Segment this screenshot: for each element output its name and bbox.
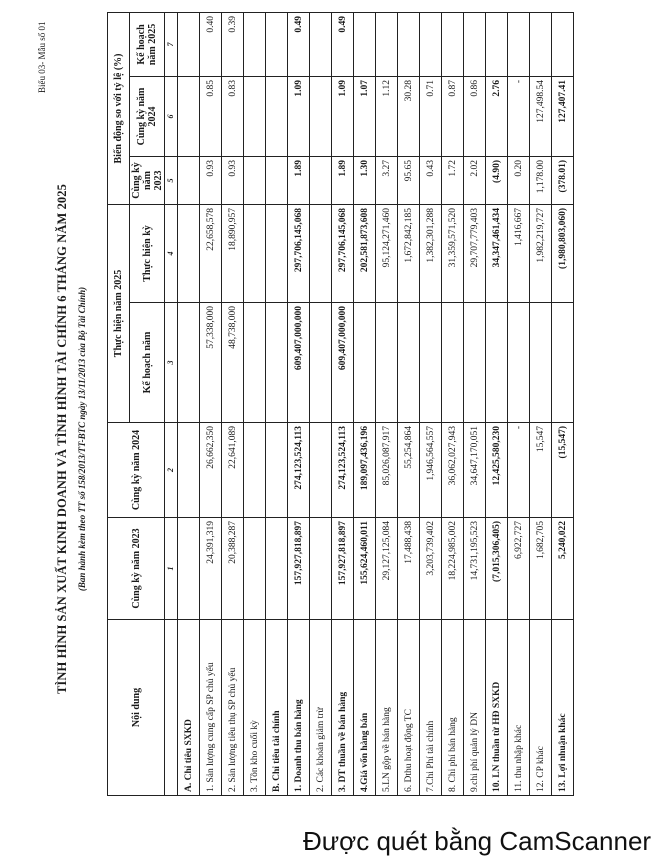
cell-col1: 5,240,022 [552, 518, 574, 620]
row-label: 3. DT thuần về bán hàng [332, 620, 354, 796]
cell-col3 [508, 303, 530, 423]
header-col4: Thực hiện kỳ [130, 205, 165, 303]
cell-col5: 0.43 [420, 157, 442, 205]
row-label: 13. Lợi nhuận khác [552, 620, 574, 796]
cell-col3 [464, 303, 486, 423]
cell-col6: - [508, 77, 530, 157]
cell-col1: (7,015,306,405) [486, 518, 508, 620]
cell-col3 [266, 303, 288, 423]
column-number-blank [165, 620, 178, 796]
cell-col2: 189,097,436,196 [354, 423, 376, 518]
cell-col7 [266, 13, 288, 77]
cell-col4: 1,672,842,185 [398, 205, 420, 303]
cell-col3: 609,407,000,000 [332, 303, 354, 423]
cell-col7 [244, 13, 266, 77]
cell-col3 [398, 303, 420, 423]
row-label: 6. Dthu hoạt động TC [398, 620, 420, 796]
cell-col2: 274,123,524,113 [288, 423, 310, 518]
cell-col6: 1.07 [354, 77, 376, 157]
table-row [420, 13, 442, 796]
financial-report-table [107, 12, 574, 796]
cell-col7 [178, 13, 200, 77]
row-label: 3. Tồn kho cuối kỳ [244, 620, 266, 796]
row-label: 2. Sản lượng tiêu thụ SP chủ yếu [222, 620, 244, 796]
cell-col7 [420, 13, 442, 77]
cell-col5 [266, 157, 288, 205]
cell-col1: 18,224,985,002 [442, 518, 464, 620]
cell-col7: 0.49 [288, 13, 310, 77]
cell-col3 [442, 303, 464, 423]
form-code: Biểu 03- Mẫu số 01 [37, 21, 47, 93]
header-col1: Cùng kỳ năm 2023 [108, 518, 165, 620]
table-row [508, 13, 530, 796]
cell-col2: 26,662,350 [200, 423, 222, 518]
cell-col6 [244, 77, 266, 157]
cell-col1: 20,388,287 [222, 518, 244, 620]
table-row [464, 13, 486, 796]
header-group-change: Biến động so với tỷ lệ (%) [108, 13, 130, 205]
cell-col5 [244, 157, 266, 205]
cell-col6: 2.76 [486, 77, 508, 157]
table-row [222, 13, 244, 796]
cell-col1: 6,922,727 [508, 518, 530, 620]
cell-col4: 297,706,145,068 [288, 205, 310, 303]
cell-col5: 1.72 [442, 157, 464, 205]
row-label: 7.Chi Phí tài chính [420, 620, 442, 796]
scanner-watermark: Được quét bằng CamScanner [303, 826, 651, 856]
table-row [552, 13, 574, 796]
row-label: 9.chi phí quản lý DN [464, 620, 486, 796]
cell-col5: (4.90) [486, 157, 508, 205]
header-group-actual: Thực hiện năm 2025 [108, 205, 130, 423]
cell-col2 [310, 423, 332, 518]
row-label: 12. CP khác [530, 620, 552, 796]
header-col2: Cùng kỳ năm 2024 [108, 423, 165, 518]
row-label: 10. LN thuần từ HĐ SXKD [486, 620, 508, 796]
cell-col5: 1.89 [288, 157, 310, 205]
cell-col3: 48,738,000 [222, 303, 244, 423]
cell-col1: 157,927,818,897 [288, 518, 310, 620]
cell-col4: 22,658,578 [200, 205, 222, 303]
cell-col2: 15,547 [530, 423, 552, 518]
cell-col6 [310, 77, 332, 157]
cell-col4: 297,706,145,068 [332, 205, 354, 303]
column-number: 6 [165, 77, 178, 157]
cell-col4: 34,347,461,434 [486, 205, 508, 303]
cell-col6: 0.83 [222, 77, 244, 157]
cell-col7 [442, 13, 464, 77]
table-row [288, 13, 310, 796]
cell-col5 [310, 157, 332, 205]
cell-col2: (15,547) [552, 423, 574, 518]
header-col6: Cùng kỳ năm 2024 [130, 77, 165, 157]
row-label: 1. Sản lượng cung cấp SP chủ yếu [200, 620, 222, 796]
table-row [244, 13, 266, 796]
header-col5: Cùng kỳ năm 2023 [130, 157, 165, 205]
cell-col1 [178, 518, 200, 620]
cell-col6 [266, 77, 288, 157]
cell-col2: 36,062,027,943 [442, 423, 464, 518]
cell-col1: 157,927,818,897 [332, 518, 354, 620]
row-label: 1. Doanh thu bán hàng [288, 620, 310, 796]
cell-col2: 12,425,580,230 [486, 423, 508, 518]
cell-col6: 1.09 [288, 77, 310, 157]
cell-col7: 0.39 [222, 13, 244, 77]
cell-col3 [486, 303, 508, 423]
header-col3: Kế hoạch năm [130, 303, 165, 423]
cell-col5: 0.20 [508, 157, 530, 205]
cell-col7 [354, 13, 376, 77]
cell-col4: 1,416,667 [508, 205, 530, 303]
cell-col5: 1.89 [332, 157, 354, 205]
cell-col1: 1,682,705 [530, 518, 552, 620]
cell-col6: 30.28 [398, 77, 420, 157]
cell-col4: 1,982,219,727 [530, 205, 552, 303]
row-label: 5.LN gộp về bán hàng [376, 620, 398, 796]
cell-col3: 609,407,000,000 [288, 303, 310, 423]
table-row [486, 13, 508, 796]
cell-col5: 1,178.00 [530, 157, 552, 205]
cell-col6: 0.71 [420, 77, 442, 157]
cell-col2 [178, 423, 200, 518]
cell-col7: 0.40 [200, 13, 222, 77]
table-row [266, 13, 288, 796]
cell-col2: - [508, 423, 530, 518]
cell-col1: 24,391,319 [200, 518, 222, 620]
table-row [200, 13, 222, 796]
cell-col1 [310, 518, 332, 620]
cell-col4: 95,124,271,460 [376, 205, 398, 303]
cell-col6: 127,407.41 [552, 77, 574, 157]
cell-col6: 127,498.54 [530, 77, 552, 157]
cell-col1 [266, 518, 288, 620]
row-label: 2. Các khoản giảm trừ [310, 620, 332, 796]
row-label: 4.Giá vốn hàng bán [354, 620, 376, 796]
column-number: 1 [165, 518, 178, 620]
table-row [376, 13, 398, 796]
table-row [310, 13, 332, 796]
cell-col5: 0.93 [222, 157, 244, 205]
cell-col7 [376, 13, 398, 77]
column-number: 7 [165, 13, 178, 77]
table-row [178, 13, 200, 796]
table-row [398, 13, 420, 796]
cell-col2: 1,946,564,557 [420, 423, 442, 518]
cell-col1: 3,203,739,402 [420, 518, 442, 620]
cell-col2: 274,123,524,113 [332, 423, 354, 518]
cell-col5: 3.27 [376, 157, 398, 205]
cell-col3 [354, 303, 376, 423]
row-label: A. Chỉ tiêu SXKD [178, 620, 200, 796]
cell-col7 [464, 13, 486, 77]
cell-col3 [376, 303, 398, 423]
table-row [354, 13, 376, 796]
header-content: Nội dung [108, 620, 165, 796]
table-row [530, 13, 552, 796]
cell-col5: 2.02 [464, 157, 486, 205]
cell-col2: 22,641,089 [222, 423, 244, 518]
cell-col4 [266, 205, 288, 303]
cell-col4 [310, 205, 332, 303]
document-subtitle: (Ban hành kèm theo TT số 158/2013/TT-BTC ngày 13/11/2013 của Bộ Tài Chính) [77, 286, 87, 592]
cell-col4: 1,382,301,288 [420, 205, 442, 303]
cell-col2: 85,026,087,917 [376, 423, 398, 518]
cell-col4: 202,581,873,608 [354, 205, 376, 303]
cell-col5 [178, 157, 200, 205]
cell-col1: 29,127,125,084 [376, 518, 398, 620]
row-label: 11. thu nhập khác [508, 620, 530, 796]
cell-col4: 29,707,779,403 [464, 205, 486, 303]
cell-col7 [398, 13, 420, 77]
cell-col4 [178, 205, 200, 303]
cell-col5: 1.30 [354, 157, 376, 205]
cell-col3: 57,338,000 [200, 303, 222, 423]
cell-col6: 0.86 [464, 77, 486, 157]
cell-col1: 14,731,195,523 [464, 518, 486, 620]
cell-col3 [420, 303, 442, 423]
cell-col7: 0.49 [332, 13, 354, 77]
cell-col6: 0.85 [200, 77, 222, 157]
table-row [442, 13, 464, 796]
cell-col6: 0.87 [442, 77, 464, 157]
cell-col3 [178, 303, 200, 423]
cell-col5: 0.93 [200, 157, 222, 205]
cell-col6: 1.09 [332, 77, 354, 157]
cell-col2: 34,647,170,051 [464, 423, 486, 518]
cell-col1: 17,488,438 [398, 518, 420, 620]
row-label: B. Chỉ tiêu tài chính [266, 620, 288, 796]
cell-col3 [310, 303, 332, 423]
cell-col4: 31,359,571,520 [442, 205, 464, 303]
cell-col7 [508, 13, 530, 77]
cell-col3 [530, 303, 552, 423]
column-number: 2 [165, 423, 178, 518]
cell-col2 [266, 423, 288, 518]
column-number: 4 [165, 205, 178, 303]
row-label: 8. Chi phí bán hàng [442, 620, 464, 796]
document-title: TÌNH HÌNH SẢN XUẤT KINH DOANH VÀ TÌNH HÌNH TÀI CHÍNH 6 THÁNG NĂM 2025 [55, 184, 69, 694]
cell-col7 [530, 13, 552, 77]
cell-col7 [310, 13, 332, 77]
cell-col1: 155,624,460,011 [354, 518, 376, 620]
cell-col4: 18,890,957 [222, 205, 244, 303]
cell-col7 [486, 13, 508, 77]
column-number: 3 [165, 303, 178, 423]
cell-col1 [244, 518, 266, 620]
cell-col4 [244, 205, 266, 303]
cell-col7 [552, 13, 574, 77]
cell-col3 [552, 303, 574, 423]
cell-col6 [178, 77, 200, 157]
cell-col3 [244, 303, 266, 423]
cell-col2: 55,254,864 [398, 423, 420, 518]
cell-col6: 1.12 [376, 77, 398, 157]
cell-col5: 95.65 [398, 157, 420, 205]
table-row [332, 13, 354, 796]
cell-col2 [244, 423, 266, 518]
cell-col5: (378.01) [552, 157, 574, 205]
column-number: 5 [165, 157, 178, 205]
cell-col4: (1,980,803,060) [552, 205, 574, 303]
header-col7: Kế hoạch năm 2025 [130, 13, 165, 77]
